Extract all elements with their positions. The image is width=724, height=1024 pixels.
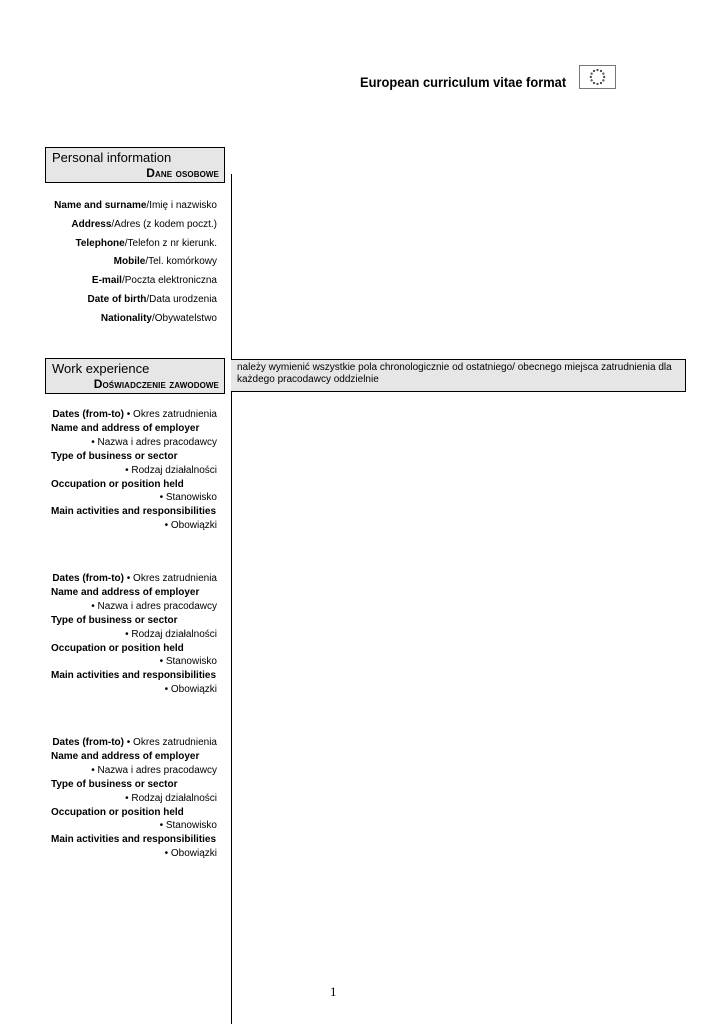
field-text: Nationality (100, 312, 152, 324)
field-text: Name and address of employer (51, 586, 200, 598)
personal-info-heading (45, 147, 225, 183)
field-text: • Nazwa i adres pracodawcy (91, 600, 217, 612)
field-text: Occupation or position held (51, 478, 184, 490)
field-text: Occupation or position held (51, 642, 184, 654)
field-text: Dates (from-to) (52, 573, 124, 584)
field-email (54, 272, 217, 291)
work-experience-note: należy wymienić wszystkie pola chronologicznie od ostatniego/ obecnego miejsca zatrudnienia dla każdego pracodawcy oddzielnie (231, 359, 686, 392)
field-text: /Telefon z nr kierunk. (124, 237, 217, 249)
field-address (54, 216, 217, 235)
field-text: Type of business or sector (51, 778, 178, 790)
field-text: Main activities and responsibilities (51, 506, 217, 518)
field-text: /Obywatelstwo (151, 312, 217, 324)
field-text: • Okres zatrudnienia (124, 573, 217, 584)
field-text: • Rodzaj działalności (125, 628, 217, 640)
personal-info-fields (54, 197, 217, 329)
field-text: Address (71, 218, 112, 230)
field-nationality (54, 310, 217, 329)
field-text: Name and address of employer (51, 422, 200, 434)
job-entry (51, 572, 217, 697)
field-text: Date of birth (87, 293, 147, 305)
field-text: Type of business or sector (51, 450, 178, 462)
field-text: Telephone (75, 237, 125, 249)
personal-info-title: Personal information (52, 150, 172, 165)
field-text: Occupation or position held (51, 806, 184, 818)
job-entry (51, 408, 217, 533)
field-text: Mobile (113, 256, 146, 268)
work-experience-heading (45, 358, 225, 394)
field-text: Main activities and responsibilities (51, 834, 217, 846)
field-text: /Tel. komórkowy (145, 256, 217, 268)
page-number: 1 (330, 984, 337, 999)
field-text: • Okres zatrudnienia (124, 737, 217, 748)
job-entry (51, 736, 217, 861)
field-name (54, 197, 217, 216)
field-text: E-mail (91, 275, 122, 287)
field-text: /Imię i nazwisko (146, 200, 217, 211)
field-text: • Stanowisko (159, 492, 217, 504)
document-title: European curriculum vitae format (360, 74, 567, 90)
field-text: Name and surname (54, 200, 147, 211)
field-birthdate (54, 291, 217, 310)
field-text: • Obowiązki (164, 684, 217, 696)
field-mobile (54, 253, 217, 272)
field-text: Main activities and responsibilities (51, 670, 217, 682)
field-text: • Obowiązki (164, 848, 217, 860)
eu-flag-icon (579, 65, 616, 89)
field-text: Dates (from-to) (52, 737, 124, 748)
field-text: • Rodzaj działalności (125, 464, 217, 476)
work-experience-title: Work experience (52, 361, 150, 376)
field-text: Dates (from-to) (52, 409, 124, 420)
field-text: • Okres zatrudnienia (124, 409, 217, 420)
field-text: /Data urodzenia (146, 293, 217, 305)
field-text: /Adres (z kodem poczt.) (111, 218, 217, 230)
field-text: • Obowiązki (164, 520, 217, 532)
field-telephone (54, 235, 217, 254)
field-text: • Stanowisko (159, 820, 217, 832)
field-text: • Stanowisko (159, 656, 217, 668)
field-text: • Nazwa i adres pracodawcy (91, 764, 217, 776)
field-text: /Poczta elektroniczna (121, 275, 217, 287)
work-experience-subtitle: Doświadczenie zawodowe (93, 377, 219, 391)
field-text: • Nazwa i adres pracodawcy (91, 436, 217, 448)
personal-info-subtitle: Dane osobowe (146, 166, 219, 180)
field-text: • Rodzaj działalności (125, 792, 217, 804)
field-text: Name and address of employer (51, 750, 200, 762)
field-text: Type of business or sector (51, 614, 178, 626)
column-divider (231, 174, 232, 1024)
